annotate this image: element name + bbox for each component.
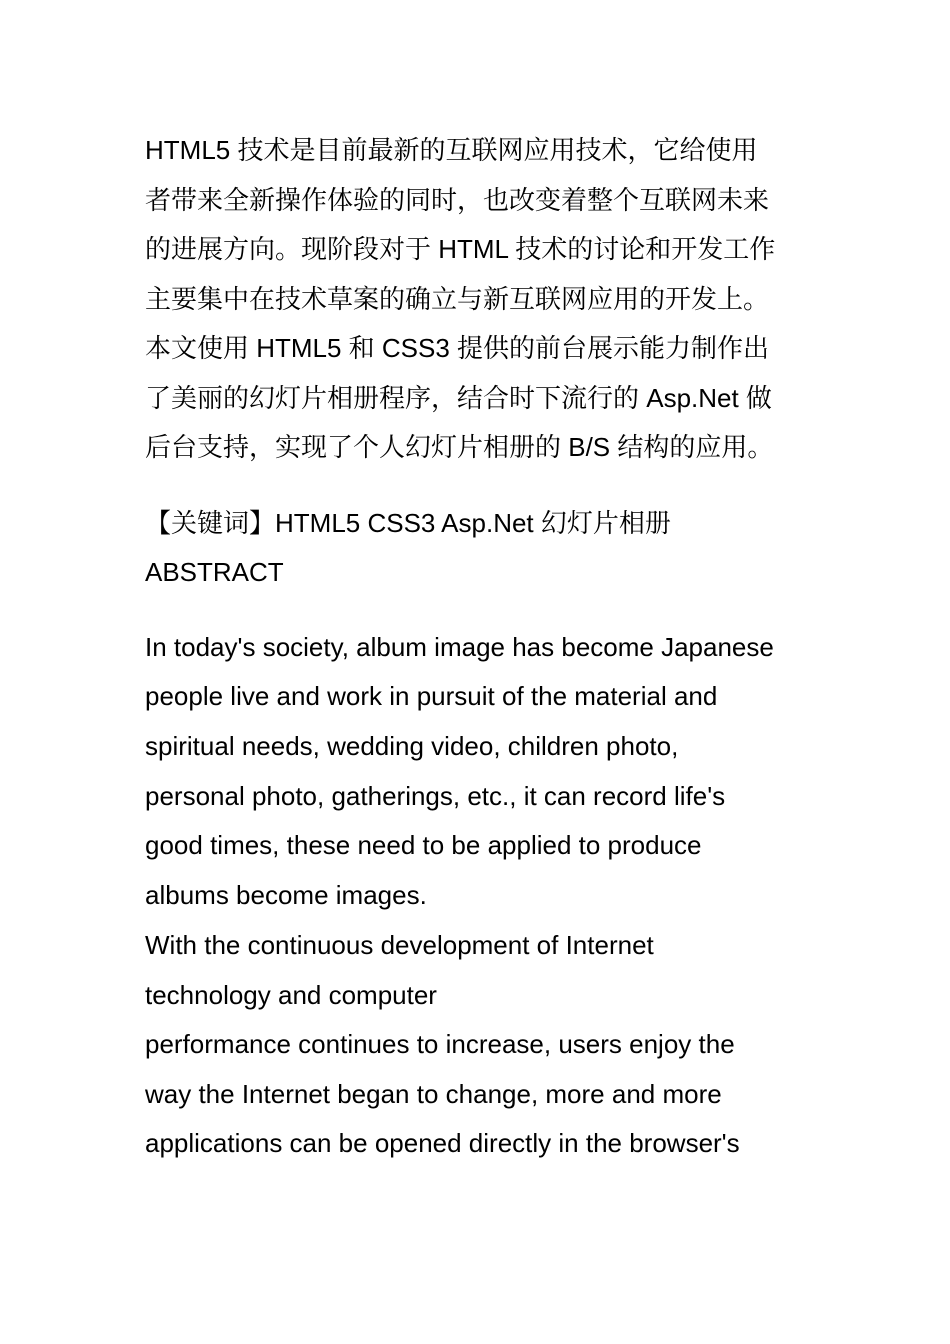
abstract-en-line: performance continues to increase, users enjoy the [145,1029,735,1059]
abstract-cn-line: HTML5 技术是目前最新的互联网应用技术，它给使用 [145,135,758,165]
abstract-cn-line: 本文使用 HTML5 和 CSS3 提供的前台展示能力制作出 [145,333,770,363]
abstract-en-line: good times, these need to be applied to produce [145,830,702,860]
abstract-en-line: With the continuous development of Internet [145,930,654,960]
abstract-en-line: people live and work in pursuit of the material and [145,681,718,711]
abstract-en-line: way the Internet began to change, more and more [145,1079,722,1109]
abstract-en-line: spiritual needs, wedding video, children photo, [145,731,679,761]
abstract-cn-line: 的进展方向。现阶段对于 HTML 技术的讨论和开发工作 [145,234,776,264]
abstract-cn-line: 后台支持，实现了个人幻灯片相册的 B/S 结构的应用。 [145,432,774,462]
abstract-cn-line: 了美丽的幻灯片相册程序，结合时下流行的 Asp.Net 做 [145,383,772,413]
abstract-cn-line: 者带来全新操作体验的同时，也改变着整个互联网未来 [145,185,770,215]
abstract-en-line: albums become images. [145,880,427,910]
abstract-cn-line: 主要集中在技术草案的确立与新互联网应用的开发上。 [145,284,770,314]
abstract-en-line: applications can be opened directly in the browser's [145,1128,740,1158]
abstract-en-line: technology and computer [145,980,437,1010]
abstract-en-line: personal photo, gatherings, etc., it can record life's [145,781,726,811]
abstract-heading: ABSTRACT [145,557,284,587]
keywords-cn: 【关键词】HTML5 CSS3 Asp.Net 幻灯片相册 [145,508,671,538]
abstract-en-line: In today's society, album image has become Japanese [145,632,774,662]
